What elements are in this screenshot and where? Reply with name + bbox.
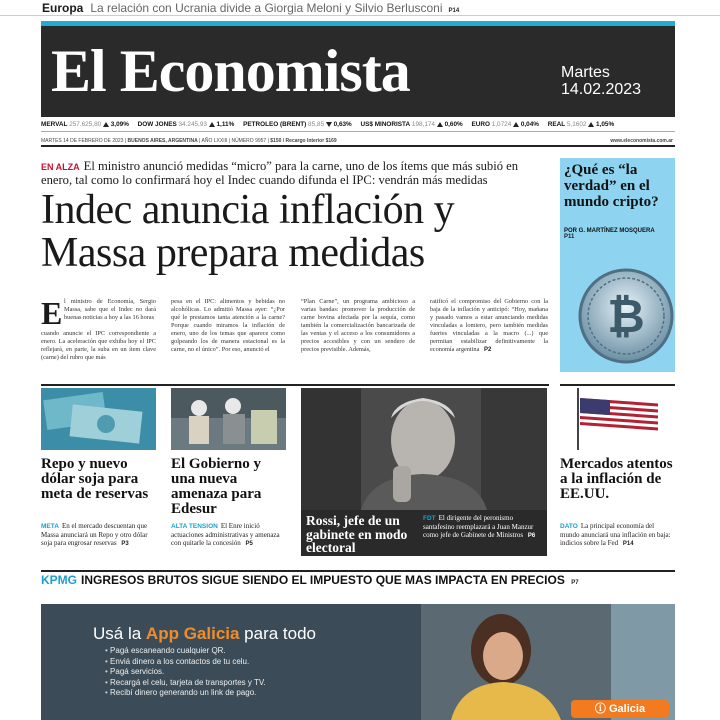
edition-number: NÚMERO 9957 [231,138,267,144]
story2-blurb: ALTA TENSION El Enre inició actuaciones administrativas y amenaza con quitarle la concesión P5 [171,522,280,547]
lead-column-1b: cuando anuncie el IPC correspondiente a enero. La aceleración que exhiba hoy el IPC reflejará, en parte, la suba en un ítem clave (carne) del rubro que más [41,330,156,361]
kpmg-text: INGRESOS BRUTOS SIGUE SIENDO EL IMPUESTO QUE MAS IMPACTA EN PRECIOS [81,573,565,587]
lead-page: P2 [483,347,492,353]
story1-image [41,388,156,450]
market-ticker [41,118,675,132]
ad-list [105,646,266,699]
lead-headline[interactable]: Indec anuncia inflación y Massa prepara medidas [41,187,455,276]
market-item: EURO 1,0724 0,04% [471,121,539,128]
kpmg-page: P7 [571,580,579,586]
market-item: MERVAL 257.625,80 3,09% [41,121,129,128]
lead-kicker-text: El ministro anunció medidas “micro” para la carne, uno de los ítems que más subió en enero, tal como lo confirmará hoy el Indec cuando difunda el IPC: vendrán más medidas [41,159,519,187]
lead-kicker [41,160,549,187]
arrow-up-icon [437,122,443,127]
us-flag-image [560,388,675,450]
logo[interactable]: El Economista [51,38,410,104]
masthead-day: Martes [561,64,610,81]
section-rule [41,384,549,386]
arrow-up-icon [588,122,594,127]
story4-blurb: DATO La principal economía del mundo anunciará una inflación en baja: indicios sobre la Fed P14 [560,522,671,547]
galicia-ad[interactable] [41,604,675,720]
section-rule [560,384,675,386]
ad-list-item: • Pagá escaneando cualquier QR. [105,646,266,657]
masthead-date [561,64,641,98]
edition-city: BUENOS AIRES, ARGENTINA [127,138,198,144]
kpmg-line[interactable] [41,570,675,586]
top-strip[interactable] [0,0,720,16]
arrow-down-icon [326,122,332,127]
story1-blurb: META En el mercado descuentan que Massa anunciará un Repo y otro dólar soja para engrosar reservas P3 [41,522,148,547]
bitcoin-image [560,246,675,372]
edition-date: MARTES 14 DE FEBRERO DE 2023 [41,138,124,144]
story4-headline[interactable]: Mercados atentos a la inflación de EE.UU. [560,456,673,502]
galicia-logo[interactable]: ⓘ Galicia [571,700,669,718]
ad-title: Usá la App Galicia para todo [93,624,317,643]
kpmg-brand: KPMG [41,573,77,587]
story2-headline[interactable]: El Gobierno y una nueva amenaza para Edesur [171,456,262,517]
story2-image [171,388,286,450]
market-item: DOW JONES 34.245,93 1,11% [137,121,235,128]
ad-list-item: • Enviá dinero a los contactos de tu celu. [105,657,266,668]
lead-tag: EN ALZA [41,162,80,172]
drop-cap: E [41,295,63,331]
ad-list-item: • Recargá el celu, tarjeta de transportes y TV. [105,678,266,689]
rossi-photo [301,388,547,510]
lead-column-4: ratificó el compromiso del Gobierno con la baja de la inflación y anticipó: “Hoy, mañana y pasado vamos a estar anunciando medidas vinculadas a lomiero, pero también medidas fuertes vinculadas a la macro (...) que permitan estabilizar definitivamente la economía argentina P2 [430,298,548,353]
masthead [41,21,675,117]
masthead-date-value: 14.02.2023 [561,81,642,98]
top-strip-page: P14 [448,8,460,14]
story3-blurb: FDT El dirigente del peronismo santafesino reemplazará a Juan Manzur como jefe de Gabinete de Ministros P6 [423,514,536,539]
svg-text:₿: ₿ [607,290,645,342]
lead-column-3: “Plan Carne”, un programa ambicioso a varias bandas: promover la producción de carne bovina afectada por la sequía, como también la comercialización bancarizada de las ventas y el acceso a los consumidores a precios accesibles y con un sendero de precios previsible. Además, [301,298,415,353]
market-item: US$ MINORISTA 198,174 0,60% [360,121,463,128]
arrow-up-icon [513,122,519,127]
top-strip-section: Europa [42,1,84,15]
arrow-up-icon [209,122,215,127]
edition-line: MARTES 14 DE FEBRERO DE 2023 | BUENOS AIRES, ARGENTINA | AÑO LXXIII | NÚMERO 9957 | $150 / Recargo Interior $169 www.eleconomista.com.ar [41,135,675,147]
edition-year: AÑO LXXIII [201,138,228,144]
story3-bar [301,510,547,556]
ad-list-item: • Recibí dinero generando un link de pago. [105,688,266,699]
edition-url[interactable]: www.eleconomista.com.ar [610,138,673,144]
edition-price: $150 / Recargo Interior $169 [270,138,337,144]
crypto-author: POR G. MARTÍNEZ MOSQUERA P11 [564,228,655,240]
story1-headline[interactable]: Repo y nuevo dólar soja para meta de reservas [41,456,149,502]
crypto-title[interactable]: ¿Qué es “la verdad” en el mundo cripto? [564,162,659,210]
top-strip-headline[interactable]: La relación con Ucrania divide a Giorgia Meloni y Silvio Berlusconi [90,1,443,15]
arrow-up-icon [103,122,109,127]
crypto-feature[interactable] [560,158,675,372]
market-item: PETROLEO (BRENT) 85,85 0,63% [243,121,352,128]
story3-headline[interactable]: Rossi, jefe de un gabinete en modo electoral [306,513,408,555]
ad-list-item: • Pagá servicios. [105,667,266,678]
lead-column-1: l ministro de Economía, Sergio Massa, sabe que el Indec no dará buenas noticias a hoy a las 16 horas [64,298,156,321]
market-item: REAL 5,1602 1,05% [547,121,615,128]
lead-column-2: pesa en el IPC: alimentos y bebidas no alcohólicas. Lo admitió Massa ayer: “¿Por qué le prestamos tanta atención a la carne? Porque cuando miramos la inflación de enero, uno de los temas que aparece como golpeando los de manera estacional es la carne, no el único”. Por eso, anunció el [171,298,285,353]
